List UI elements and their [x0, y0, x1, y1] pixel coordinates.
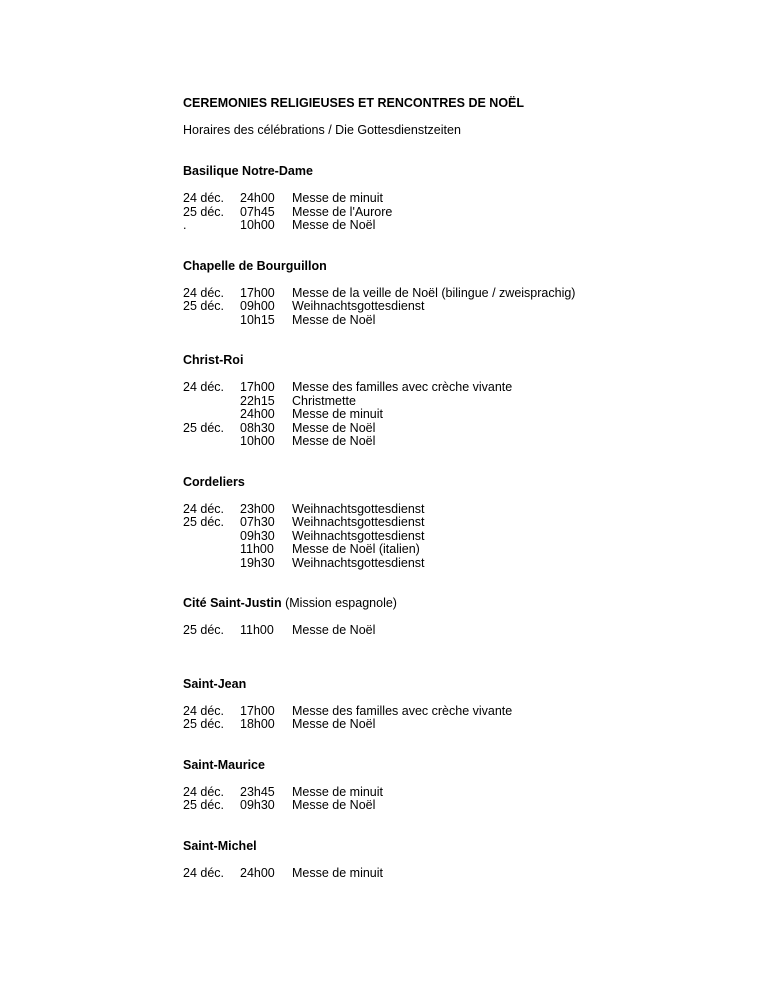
service-description: Messe de Noël: [292, 420, 376, 435]
church-name-label: Saint-Michel: [183, 838, 257, 853]
schedule-row: [183, 705, 743, 719]
service-time: 09h30: [240, 528, 275, 543]
service-date: 24 déc.: [183, 285, 225, 300]
service-date: 25 déc.: [183, 420, 225, 435]
service-description: Weihnachtsgottesdienst: [292, 501, 425, 516]
church-name: [183, 678, 743, 692]
service-time: 10h15: [240, 312, 275, 327]
schedule-rows: [183, 786, 743, 813]
church-name: [183, 165, 743, 179]
service-description: Messe de Noël: [292, 798, 376, 812]
service-description: Messe de minuit: [292, 407, 384, 421]
schedule-row: [183, 435, 743, 449]
service-time: 23h00: [240, 501, 275, 516]
schedule-row: [183, 287, 743, 301]
service-time: 17h00: [240, 285, 275, 300]
service-time: 23h45: [240, 784, 275, 799]
schedule-row: [183, 395, 743, 409]
service-description: Messe de Noël (italien): [292, 542, 420, 556]
service-time: 19h30: [240, 555, 275, 570]
service-time: 17h00: [240, 703, 275, 718]
service-date: 25 déc.: [183, 717, 225, 731]
schedule-row: [183, 530, 743, 544]
service-date: 25 déc.: [183, 204, 225, 219]
service-description: Weihnachtsgottesdienst: [292, 515, 425, 529]
church-name-label: Cité Saint-Justin: [183, 596, 282, 610]
service-description: Messe de minuit: [292, 191, 384, 205]
service-time: 17h00: [240, 380, 275, 394]
church-name: [183, 840, 743, 854]
service-description: Messe de Noël: [292, 218, 376, 232]
schedule-row: [183, 408, 743, 422]
service-description: Messe des familles avec crèche vivante: [292, 703, 513, 718]
service-description: Christmette: [292, 393, 356, 408]
church-section: [183, 759, 743, 813]
service-date: 24 déc.: [183, 191, 225, 205]
service-date: .: [183, 218, 187, 232]
service-date: [183, 530, 240, 544]
church-section: [183, 354, 743, 449]
schedule-rows: [183, 192, 743, 233]
schedule-row: [183, 422, 743, 436]
schedule-row: [183, 557, 743, 571]
service-date: [183, 408, 240, 422]
church-name: [183, 476, 743, 490]
church-note: (Mission espagnole): [281, 596, 397, 610]
service-time: 11h00: [240, 542, 274, 556]
schedule-row: [183, 219, 743, 233]
church-section: [183, 165, 743, 233]
service-date: 24 déc.: [183, 501, 225, 516]
church-section: [183, 597, 743, 651]
schedule-rows: [183, 503, 743, 571]
service-date: 25 déc.: [183, 798, 225, 812]
schedule-row: [183, 786, 743, 800]
schedule-row: [183, 192, 743, 206]
service-date: 25 déc.: [183, 515, 225, 529]
service-description: Messe de minuit: [292, 865, 384, 880]
document-subtitle: Horaires des célébrations / Die Gottesdienstzeiten: [183, 123, 461, 137]
schedule-rows: [183, 287, 743, 328]
service-date: 24 déc.: [183, 784, 225, 799]
schedule-sections: [183, 165, 743, 880]
church-name-label: Christ-Roi: [183, 353, 244, 367]
service-date: [183, 543, 240, 557]
service-date: [183, 435, 240, 449]
schedule-rows: [183, 624, 743, 638]
service-description: Messe des familles avec crèche vivante: [292, 380, 513, 394]
church-section: [183, 840, 743, 881]
service-time: 10h00: [240, 218, 275, 232]
church-section: [183, 678, 743, 732]
church-section: [183, 260, 743, 328]
service-date: 25 déc.: [183, 623, 225, 637]
service-description: Messe de minuit: [292, 784, 384, 799]
service-time: 09h00: [240, 299, 275, 313]
schedule-rows: [183, 867, 743, 881]
church-name: [183, 759, 743, 773]
service-time: 07h30: [240, 515, 275, 529]
document-title: CEREMONIES RELIGIEUSES ET RENCONTRES DE NOËL: [183, 96, 525, 110]
schedule-row: [183, 718, 743, 732]
service-date: 24 déc.: [183, 380, 225, 394]
schedule-row: [183, 381, 743, 395]
schedule-row: [183, 314, 743, 328]
service-time: 11h00: [240, 623, 274, 637]
service-time: 24h00: [240, 407, 275, 421]
service-time: 07h45: [240, 204, 275, 219]
service-time: 18h00: [240, 717, 275, 731]
service-description: Messe de la veille de Noël (bilingue / zweisprachig): [292, 285, 576, 300]
church-name-label: Cordeliers: [183, 474, 245, 489]
service-date: 24 déc.: [183, 703, 225, 718]
schedule-row: [183, 543, 743, 557]
service-description: Messe de Noël: [292, 717, 376, 731]
service-date: 25 déc.: [183, 299, 225, 313]
schedule-row: [183, 206, 743, 220]
service-date: [183, 314, 240, 328]
schedule-row: [183, 300, 743, 314]
schedule-row: [183, 624, 743, 638]
service-time: 09h30: [240, 798, 275, 812]
church-name: [183, 354, 743, 368]
service-description: Weihnachtsgottesdienst: [292, 528, 425, 543]
service-time: 08h30: [240, 420, 275, 435]
schedule-rows: [183, 705, 743, 732]
church-name-label: Basilique Notre-Dame: [183, 164, 313, 178]
schedule-row: [183, 867, 743, 881]
schedule-row: [183, 516, 743, 530]
church-name: [183, 260, 743, 274]
church-name-label: Saint-Jean: [183, 676, 247, 691]
service-time: 24h00: [240, 191, 275, 205]
service-time: 22h15: [240, 393, 275, 408]
service-description: Messe de Noël: [292, 434, 376, 448]
church-name: [183, 597, 743, 611]
service-description: Messe de Noël: [292, 312, 376, 327]
schedule-rows: [183, 381, 743, 449]
schedule-row: [183, 799, 743, 813]
church-section: [183, 476, 743, 571]
service-date: [183, 395, 240, 409]
service-date: 24 déc.: [183, 865, 225, 880]
service-time: 24h00: [240, 865, 275, 880]
church-name-label: Saint-Maurice: [183, 757, 265, 772]
service-description: Weihnachtsgottesdienst: [292, 555, 425, 570]
service-description: Messe de l'Aurore: [292, 204, 393, 219]
service-time: 10h00: [240, 434, 275, 448]
schedule-row: [183, 503, 743, 517]
service-description: Messe de Noël: [292, 623, 376, 637]
document-page: [183, 97, 743, 880]
service-description: Weihnachtsgottesdienst: [292, 299, 425, 313]
service-date: [183, 557, 240, 571]
church-name-label: Chapelle de Bourguillon: [183, 258, 327, 273]
